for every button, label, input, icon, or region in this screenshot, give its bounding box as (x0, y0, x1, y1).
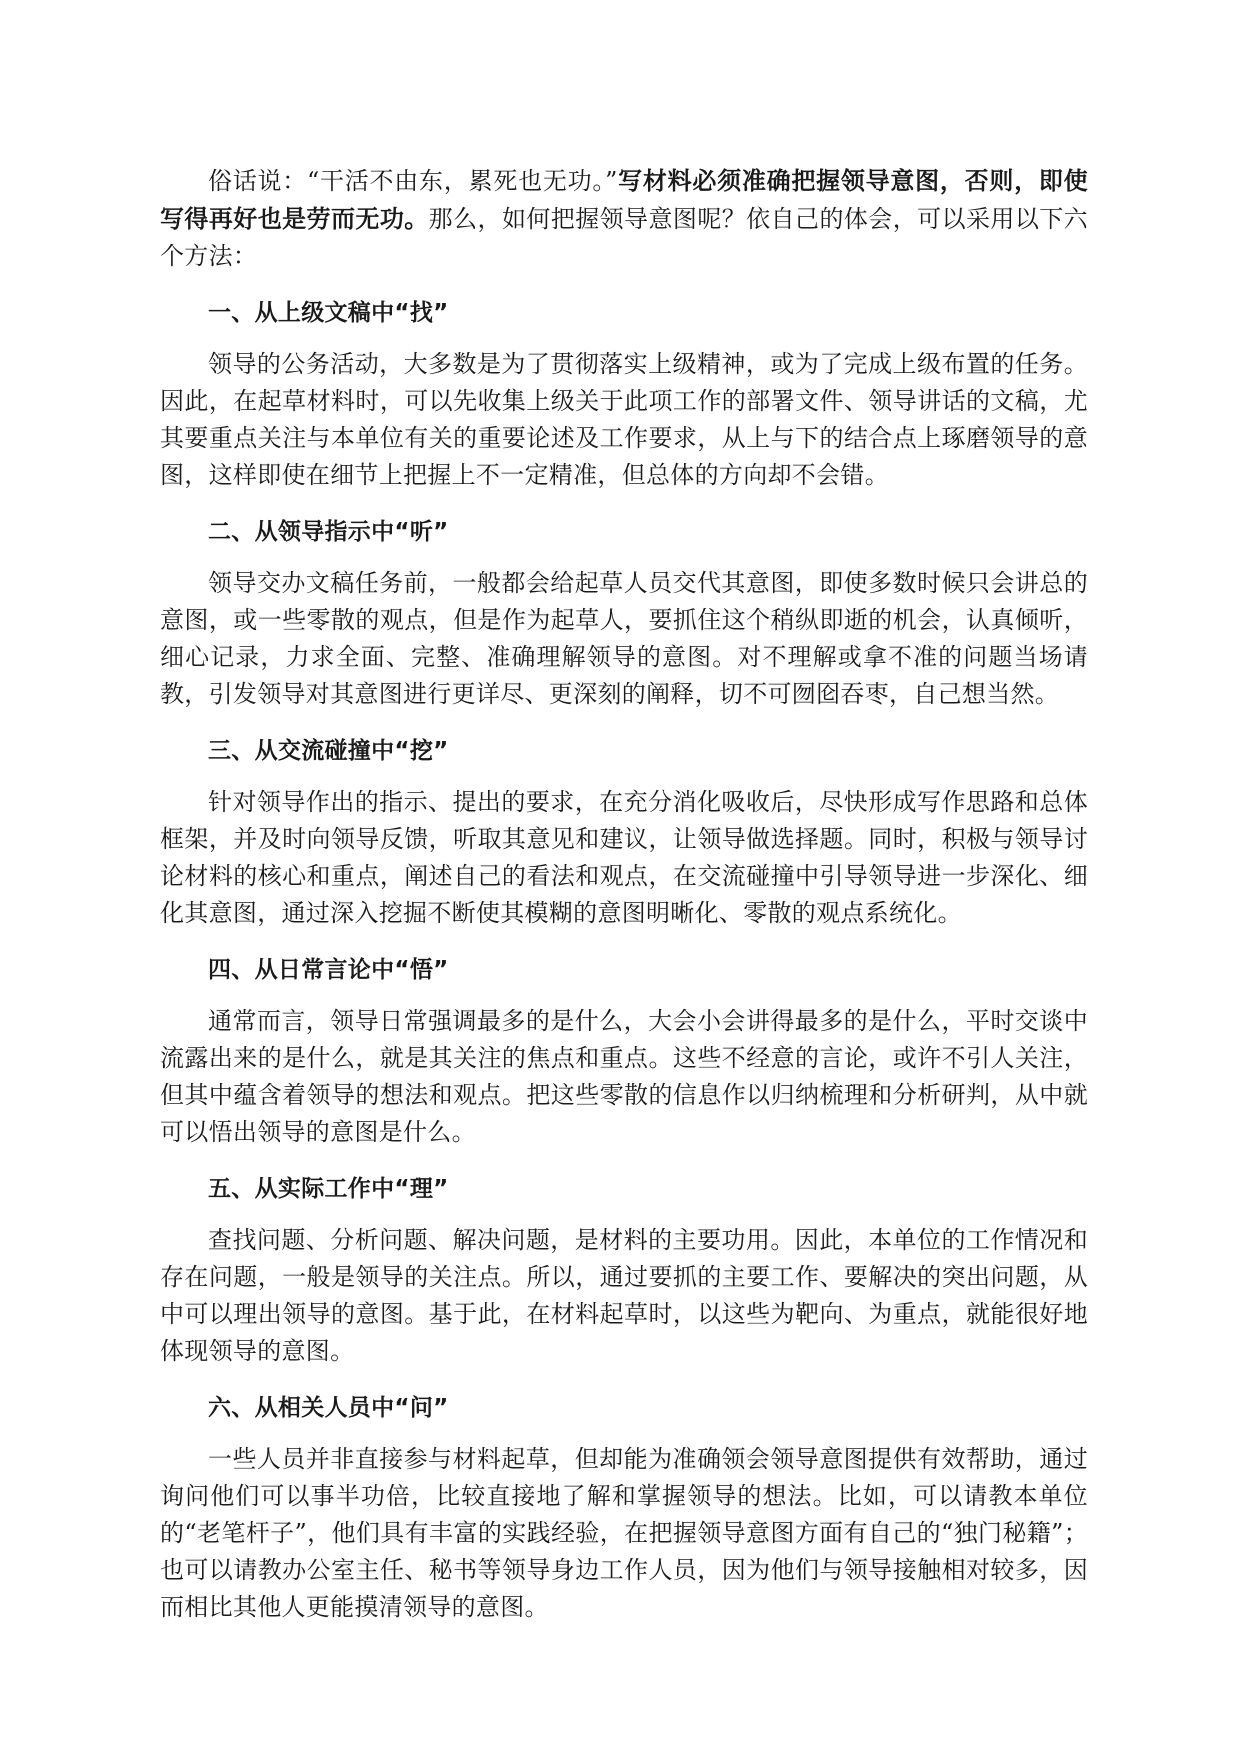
section-heading: 五、从实际工作中“理” (208, 1176, 449, 1202)
section-4 (160, 952, 1088, 1151)
intro-tail: 那么，如何把握领导意图呢？依自己的体会，可以采用以下六个方法： (160, 205, 1088, 270)
section-1 (160, 295, 1088, 494)
section-body: 查找问题、分析问题、解决问题，是材料的主要功用。因此，本单位的工作情况和存在问题，一般是领导的关注点。所以，通过要抓的主要工作、要解决的突出问题，从中可以理出领导的意图。基于此，在材料起草时，以这些为靶向、为重点，就能很好地体现领导的意图。 (160, 1226, 1088, 1365)
section-3 (160, 733, 1088, 932)
section-heading: 二、从领导指示中“听” (208, 519, 449, 545)
section-body: 通常而言，领导日常强调最多的是什么，大会小会讲得最多的是什么，平时交谈中流露出来的是什么，就是其关注的焦点和重点。这些不经意的言论，或许不引人关注，但其中蕴含着领导的想法和观点。把这些零散的信息作以归纳梳理和分析研判，从中就可以悟出领导的意图是什么。 (160, 1007, 1088, 1146)
section-body: 一些人员并非直接参与材料起草，但却能为准确领会领导意图提供有效帮助，通过询问他们可以事半功倍，比较直接地了解和掌握领导的想法。比如，可以请教本单位的“老笔杆子”，他们具有丰富的实践经验，在把握领导意图方面有自己的“独门秘籍”；也可以请教办公室主任、秘书等领导身边工作人员，因为他们与领导接触相对较多，因而相比其他人更能摸清领导的意图。 (160, 1445, 1088, 1621)
section-body: 针对领导作出的指示、提出的要求，在充分消化吸收后，尽快形成写作思路和总体框架，并及时向领导反馈，听取其意见和建议，让领导做选择题。同时，积极与领导讨论材料的核心和重点，阐述自己的看法和观点，在交流碰撞中引导领导进一步深化、细化其意图，通过深入挖掘不断使其模糊的意图明晰化、零散的观点系统化。 (160, 788, 1088, 927)
section-6 (160, 1390, 1088, 1626)
section-heading: 六、从相关人员中“问” (208, 1395, 449, 1421)
section-heading: 三、从交流碰撞中“挖” (208, 738, 449, 764)
section-2 (160, 514, 1088, 713)
intro-emphasis: 写材料必须准确把握领导意图，否则，即使写得再好也是劳而无功。 (160, 166, 1088, 233)
document-page (160, 162, 1088, 1646)
section-heading: 一、从上级文稿中“找” (208, 300, 449, 326)
intro-paragraph (160, 162, 1088, 275)
section-5 (160, 1171, 1088, 1370)
section-body: 领导的公务活动，大多数是为了贯彻落实上级精神，或为了完成上级布置的任务。因此，在起草材料时，可以先收集上级关于此项工作的部署文件、领导讲话的文稿，尤其要重点关注与本单位有关的重要论述及工作要求，从上与下的结合点上琢磨领导的意图，这样即使在细节上把握上不一定精准，但总体的方向却不会错。 (160, 350, 1088, 489)
section-heading: 四、从日常言论中“悟” (208, 957, 449, 983)
section-body: 领导交办文稿任务前，一般都会给起草人员交代其意图，即使多数时候只会讲总的意图，或一些零散的观点，但是作为起草人，要抓住这个稍纵即逝的机会，认真倾听，细心记录，力求全面、完整、准确理解领导的意图。对不理解或拿不准的问题当场请教，引发领导对其意图进行更详尽、更深刻的阐释，切不可囫囵吞枣，自己想当然。 (160, 569, 1088, 708)
intro-lead: 俗话说：“干活不由东，累死也无功。” (208, 167, 618, 195)
